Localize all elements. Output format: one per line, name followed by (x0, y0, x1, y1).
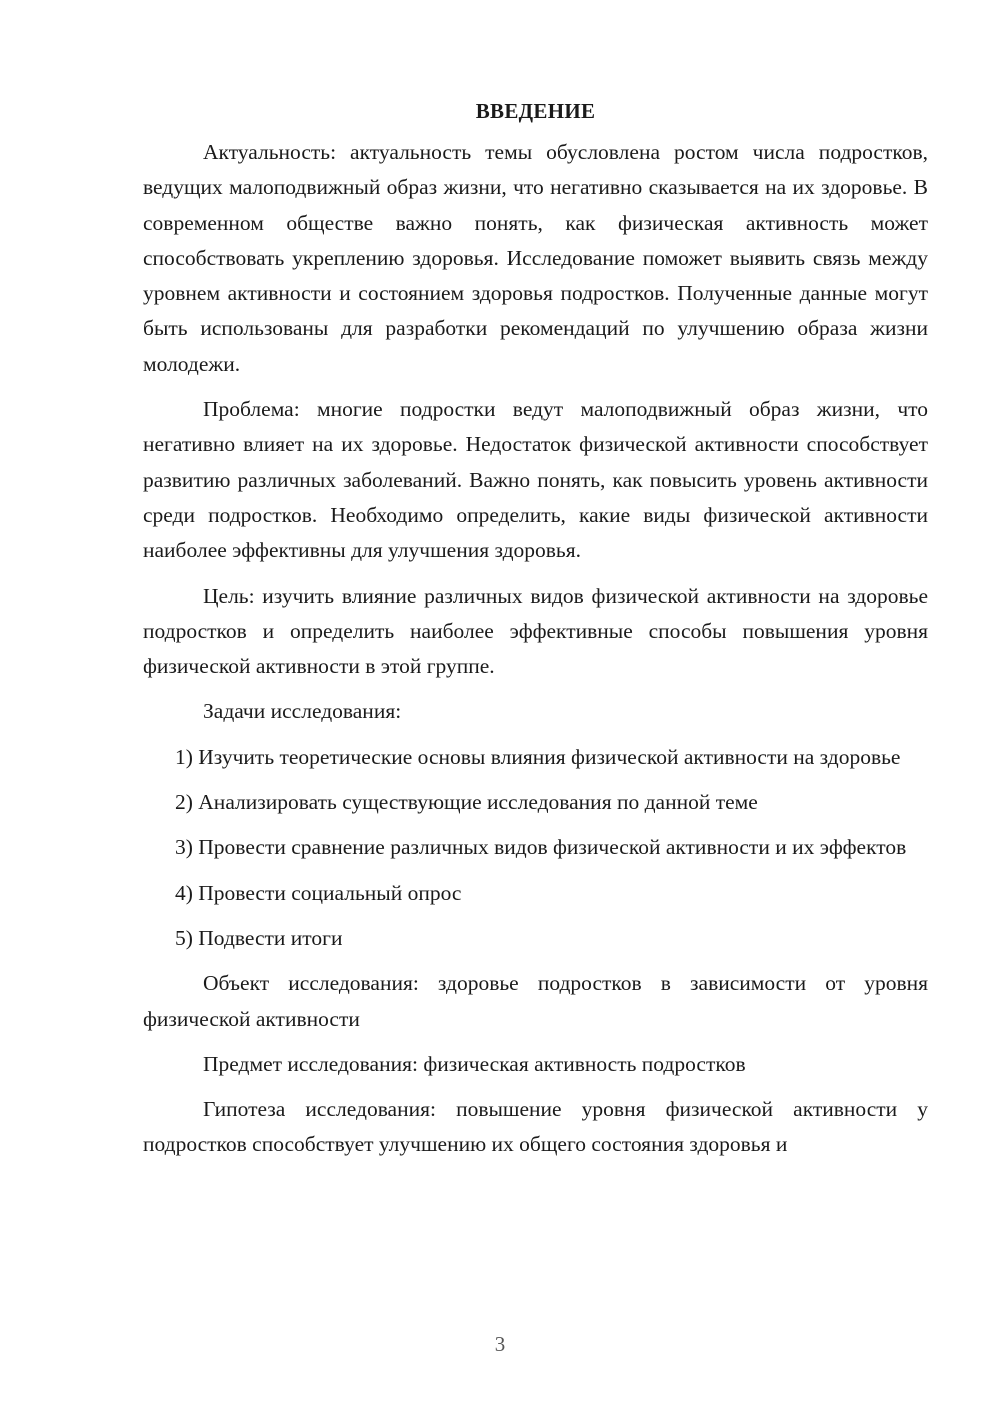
page-content (143, 94, 928, 1173)
task-item: 3) Провести сравнение различных видов физической активности и их эффектов (175, 835, 907, 860)
hypothesis-paragraph: Гипотеза исследования: повышение уровня физической активности у подростков способствует улучшению их общего состояния здоровья и (143, 1097, 928, 1157)
subject-paragraph: Предмет исследования: физическая активность подростков (203, 1051, 746, 1076)
problem-paragraph: Проблема: многие подростки ведут малоподвижный образ жизни, что негативно влияет на их здоровье. Недостаток физической активности способствует развитию различных заболеваний. Важно понять, как повысить уровень активности среди подростков. Необходимо определить, какие виды физической активности наиболее эффективны для улучшения здоровья. (143, 397, 928, 563)
object-paragraph: Объект исследования: здоровье подростков в зависимости от уровня физической активности (143, 971, 928, 1031)
task-item: 1) Изучить теоретические основы влияния физической активности на здоровье (175, 744, 901, 769)
task-item: 2) Анализировать существующие исследования по данной теме (175, 790, 758, 815)
relevance-paragraph: Актуальность: актуальность темы обусловлена ростом числа подростков, ведущих малоподвижный образ жизни, что негативно сказывается на их здоровье. В современном обществе важно понять, как физическая активность может способствовать укреплению здоровья. Исследование поможет выявить связь между уровнем активности и состоянием здоровья подростков. Полученные данные могут быть использованы для разработки рекомендаций по улучшению образа жизни молодежи. (143, 140, 928, 376)
task-item: 4) Провести социальный опрос (175, 880, 462, 905)
task-item: 5) Подвести итоги (175, 925, 343, 950)
tasks-heading: Задачи исследования: (203, 699, 402, 724)
goal-paragraph: Цель: изучить влияние различных видов физической активности на здоровье подростков и определить наиболее эффективные способы повышения уровня физической активности в этой группе. (143, 583, 928, 679)
page-number: 3 (494, 1332, 506, 1356)
section-title: ВВЕДЕНИЕ (475, 99, 596, 123)
